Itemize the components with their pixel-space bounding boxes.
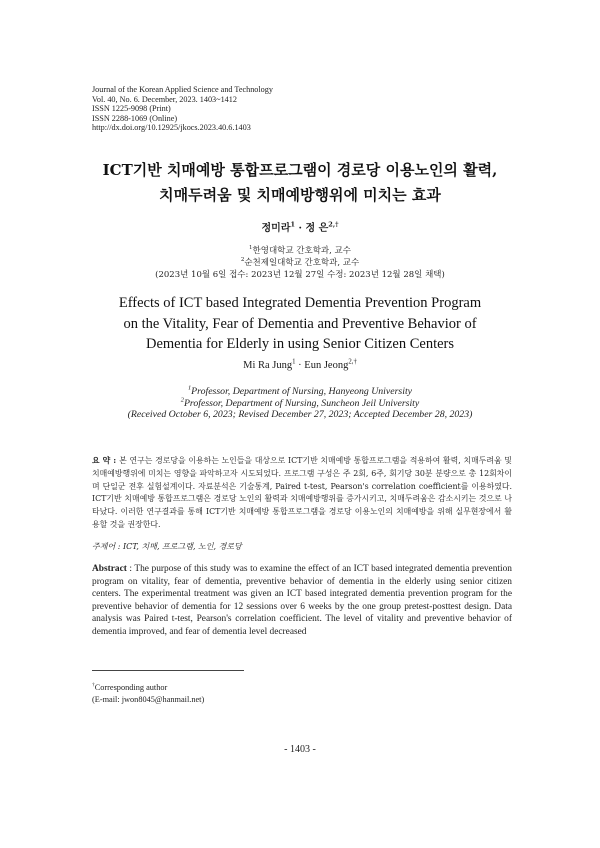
korean-author-1-affiliation-mark: 1 bbox=[290, 220, 296, 229]
korean-affiliation-2-mark: 2 bbox=[240, 257, 245, 264]
english-title-line-3: Dementia for Elderly in using Senior Citizen Centers bbox=[145, 336, 455, 352]
english-author-2-affiliation-mark: 2,† bbox=[348, 358, 357, 366]
korean-title bbox=[0, 158, 600, 208]
journal-header bbox=[92, 85, 273, 133]
korean-affiliations bbox=[0, 245, 600, 282]
english-title-line-1: Effects of ICT based Integrated Dementia Prevention Program bbox=[118, 295, 482, 311]
author-separator: · bbox=[295, 223, 306, 234]
korean-author-1: 정미라 bbox=[261, 223, 291, 234]
journal-volume: Vol. 40, No. 6. December, 2023. 1403~1412 bbox=[92, 94, 237, 104]
journal-name: Journal of the Korean Applied Science and Technology bbox=[92, 85, 273, 94]
english-author-1: Mi Ra Jung bbox=[243, 360, 293, 371]
korean-affiliation-2: $^2$순천제일대학교 간호학과, 교수 bbox=[240, 257, 360, 269]
english-affiliation-1-mark: 1 bbox=[187, 384, 192, 392]
english-abstract bbox=[92, 563, 512, 639]
corresponding-author-note: †Corresponding author bbox=[92, 682, 168, 692]
korean-affiliation-1-mark: 1 bbox=[249, 245, 253, 252]
korean-author-2-affiliation-mark: 2,† bbox=[328, 220, 339, 229]
english-title-line-2: on the Vitality, Fear of Dementia and Preventive Behavior of bbox=[123, 315, 477, 332]
english-author-1-affiliation-mark: 1 bbox=[292, 358, 296, 366]
english-affiliation-2-mark: 2 bbox=[180, 396, 184, 404]
korean-title-line-1: ICT기반 치매예방 통합프로그램이 경로당 이용노인의 활력, bbox=[102, 161, 498, 179]
korean-authors bbox=[0, 219, 600, 234]
footnote bbox=[92, 682, 204, 705]
footnote-divider bbox=[92, 670, 244, 671]
english-submission-dates: (Received October 6, 2023; Revised December 27, 2023; Accepted December 28, 2023) bbox=[127, 409, 473, 421]
journal-issn-print: ISSN 1225-9098 (Print) bbox=[92, 104, 171, 114]
corresponding-author-email[interactable]: (E-mail: jwon8045@hanmail.net) bbox=[92, 694, 205, 704]
english-abstract-body: : The purpose of this study was to examine the effect of an ICT based integrated dementia prevention program on vitality, fear of dementia, preventive behavior of dementia in the elderly using senior citizen centers. The experimental treatment was given an ICT based integrated dementia prevention program for the preventive behavior of dementia for 12 sessions over 6 weeks by the one group pretest-posttest design. Data analysis was Paired t-test, Pearson's correlation coefficient. The level of vitality and preventive behavior of dementia improved, and fear of dementia level decreased bbox=[92, 564, 512, 637]
korean-author-2: 정 은 bbox=[305, 223, 329, 234]
korean-abstract bbox=[92, 455, 512, 532]
english-authors bbox=[0, 360, 600, 371]
english-title bbox=[0, 293, 600, 355]
english-affiliation-1: $^1$Professor, Department of Nursing, Hanyeong University bbox=[187, 384, 413, 397]
english-author-2: Eun Jeong bbox=[304, 360, 349, 371]
english-affiliations bbox=[0, 386, 600, 421]
page-number: - 1403 - bbox=[284, 744, 316, 755]
author-separator: · bbox=[295, 360, 305, 371]
english-affiliation-2: $^2$Professor, Department of Nursing, Suncheon Jeil University bbox=[180, 396, 420, 409]
korean-keywords: 주제어 : ICT, 치매, 프로그램, 노인, 경로당 bbox=[92, 542, 242, 551]
journal-issn-online: ISSN 2288-1069 (Online) bbox=[92, 113, 178, 123]
korean-abstract-heading: 요 약 : bbox=[92, 456, 120, 465]
dagger-mark: † bbox=[92, 682, 95, 689]
english-abstract-heading: Abstract bbox=[92, 564, 127, 574]
korean-affiliation-1: $^1$한영대학교 간호학과, 교수 bbox=[249, 245, 351, 256]
korean-submission-dates: (2023년 10월 6일 접수: 2023년 12월 27일 수정: 2023년 12월 28일 채택) bbox=[155, 270, 445, 281]
korean-abstract-body: 본 연구는 경로당을 이용하는 노인들을 대상으로 ICT기반 치매예방 통합프로그램을 적용하여 활력, 치매두려움 및 치매예방행위에 미치는 영향을 파악하고자 시도되었다. 프로그램 구성은 주 2회, 6주, 회기당 30분 분량으로 총 12회차이며 단일군 전후 실험설계이다. 자료분석은 기술통계, Paired t-test, Pearson's correlation coefficient를 이용하였다. ICT기반 치매예방 통합프로그램은 경로당 노인의 활력과 치매예방행위를 증가시키고, 치매두려움은 감소시키는 것으로 나타났다. 이러한 연구결과를 통해 ICT기반 치매예방 통합프로그램을 경로당 이용노인의 치매예방을 위해 실무현장에서 활용할 것을 권장한다. bbox=[92, 456, 512, 529]
journal-doi-link[interactable]: http://dx.doi.org/10.12925/jkocs.2023.40.6.1403 bbox=[92, 123, 251, 133]
korean-title-line-2: 치매두려움 및 치매예방행위에 미치는 효과 bbox=[159, 186, 441, 204]
